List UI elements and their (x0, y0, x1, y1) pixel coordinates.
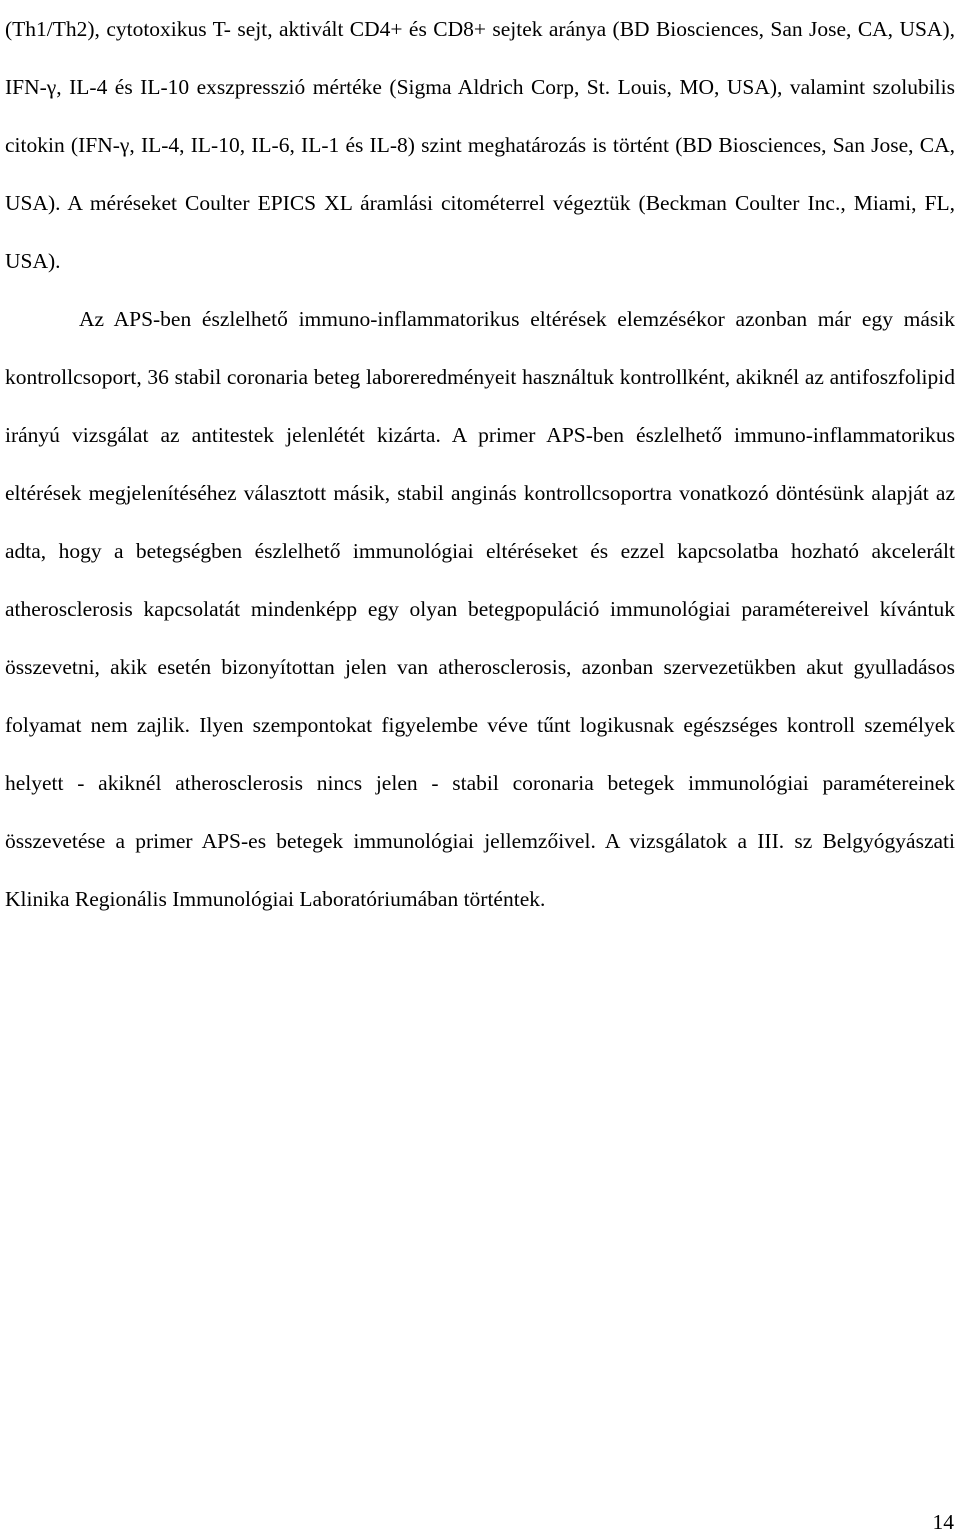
page-body (5, 0, 955, 928)
paragraph-control-group-rationale: Az APS-ben észlelhető immuno-inflammatorikus eltérések elemzésékor azonban már egy másik kontrollcsoport, 36 stabil coronaria beteg laboreredményeit használtuk kontrollként, akiknél az antifoszfolipid irányú vizsgálat az antitestek jelenlétét kizárta. A primer APS-ben észlelhető immuno-inflammatorikus eltérések megjelenítéséhez választott másik, stabil anginás kontrollcsoportra vonatkozó döntésünk alapját az adta, hogy a betegségben észlelhető immunológiai eltéréseket és ezzel kapcsolatba hozható akcelerált atherosclerosis kapcsolatát mindenképp egy olyan betegpopuláció immunológiai paramétereivel kívántuk összevetni, akik esetén bizonyítottan jelen van atherosclerosis, azonban szervezetükben akut gyulladásos folyamat nem zajlik. Ilyen szempontokat figyelembe véve tűnt logikusnak egészséges kontroll személyek helyett - akiknél atherosclerosis nincs jelen - stabil coronaria betegek immunológiai paramétereinek összevetése a primer APS-es betegek immunológiai jellemzőivel. A vizsgálatok a III. sz Belgyógyászati Klinika Regionális Immunológiai Laboratóriumában történtek. (5, 307, 955, 911)
paragraph-methods-flow-cytometry: (Th1/Th2), cytotoxikus T- sejt, aktivált CD4+ és CD8+ sejtek aránya (BD Biosciences, San Jose, CA, USA), IFN-γ, IL-4 és IL-10 exszpresszió mértéke (Sigma Aldrich Corp, St. Louis, MO, USA), valamint szolubilis citokin (IFN-γ, IL-4, IL-10, IL-6, IL-1 és IL-8) szint meghatározás is történt (BD Biosciences, San Jose, CA, USA). A méréseket Coulter EPICS XL áramlási citométerrel végeztük (Beckman Coulter Inc., Miami, FL, USA). (5, 17, 955, 273)
page-number: 14 (932, 1510, 954, 1534)
